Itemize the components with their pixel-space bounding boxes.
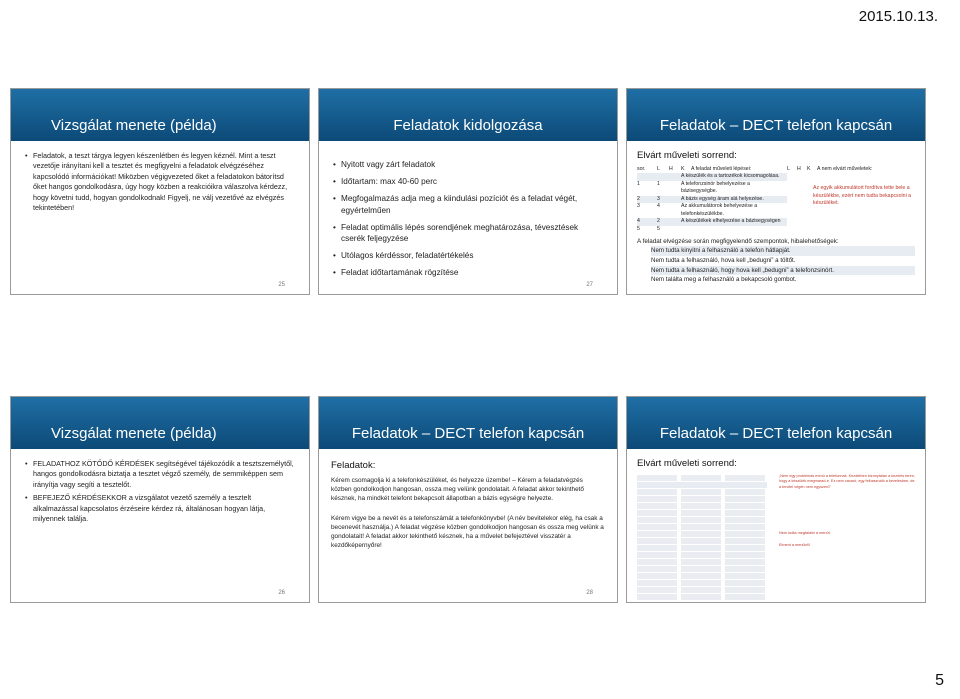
slide-bullet: • Megfogalmazás adja meg a kiindulási pozíciót és a feladat végét, egyértelműen [333, 193, 603, 217]
slide-28 [318, 396, 618, 603]
step-num: 2 [637, 195, 640, 202]
slide-bullet: • Utólagos kérdéssor, feladatértékelés [333, 250, 603, 262]
observe-title: A feladat elvégzése során megfigyelendő szempontok, hibalehetőségek: [637, 237, 839, 245]
step-h [669, 173, 681, 181]
step-text: A készülékek elhelyezése a bázisegységen [681, 218, 781, 225]
step-l: 3 [657, 195, 660, 202]
step-l [657, 173, 669, 181]
slide-bullet: • Időtartam: max 40-60 perc [333, 176, 603, 188]
col-header: L [657, 165, 660, 172]
slide-title: Feladatok – DECT telefon kapcsán [627, 89, 925, 141]
page-number: 5 [935, 672, 944, 689]
step-num: 3 [637, 203, 640, 210]
col-header: A nem elvárt műveletek: [817, 165, 873, 172]
step-text [681, 226, 781, 234]
step-h [669, 226, 681, 234]
slide-bullet: • BEFEJEZŐ KÉRDÉSEKKOR a vizsgálatot vezető személy a tesztelt alkalmazással kapcsolatos érzéseire kérdez rá, általánosan hogyan látja, milyennek találja. [25, 493, 295, 524]
observe-item: Nem találta meg a felhasználó a bekapcsoló gombot. [651, 276, 797, 284]
col-header: K [807, 165, 811, 172]
slide-title: Feladatok – DECT telefon kapcsán [627, 397, 925, 449]
col-header: L [787, 165, 790, 172]
col-header: H [797, 165, 801, 172]
col-header: sor. [637, 165, 646, 172]
step-l: 1 [657, 180, 660, 187]
slide-title: Feladatok – DECT telefon kapcsán [319, 397, 617, 449]
step-h [669, 218, 681, 226]
step-h [669, 181, 681, 196]
slide-dect-steps [626, 88, 926, 295]
slide-number: 27 [586, 282, 593, 288]
slide-26 [10, 396, 310, 603]
note: „Nem egy problémás menü a telefonnak. Kezdetben bizonytalan a kezelés terén, hogy a készülék megmarad-e. Ez nem zavaró, egy felhasználó a kezelésben, de a bevitel végén nem egyszerű” [779, 473, 915, 490]
slide-title: Vizsgálat menete (példa) [11, 89, 309, 141]
col-header: A feladat műveleti lépései: [691, 165, 752, 172]
slide-25 [10, 88, 310, 295]
col-header: K [681, 165, 685, 172]
step-l: 5 [657, 226, 660, 233]
step-l: 2 [657, 218, 660, 225]
observe-item: Nem tudta kinyitni a felhasználó a telefon hátlapját. [651, 246, 915, 256]
step-h [669, 203, 681, 218]
slide-27 [318, 88, 618, 295]
slide-subtitle: Elvárt műveleti sorrend: [637, 458, 737, 469]
slide-dect-steps-detail [626, 396, 926, 603]
step-num: 4 [637, 218, 640, 225]
observe-item: Nem tudta a felhasználó, hova kell „bedugni” a töltőt. [651, 256, 796, 264]
task-paragraph: Kérem vigye be a nevét és a telefonszámát a telefonkönyvbe! (A név bevitelekor elég, ha csak a becenevét használja.) A feladat végzése közben gondolkodjon hangosan és ossza meg velünk a gondolatait! A feladat akkor tekinthető késznek, ha a művelet befejeztével visszatér a kezdőképernyőre! [331, 514, 604, 550]
slide-bullet: • Feladatok, a teszt tárgya legyen készenlétben és legyen kéznél. Mint a teszt vezetője irányítani kell a tesztet és megfigyelni a feladatok elvégzéséhez kapcsolódó információkat! Miközben végigvezeted őket a feladatokon bátorítsd őket hangos gondolkodásra, úgy hogy közben a reakcióikra válaszolva kérdezz, hogy követni tudd, hogyan gondolkodnak! Figyelj, ne válj vezetővé az elvégzés tekintetében! [25, 151, 295, 214]
step-text: A telefonzsinór behelyezése a bázisegységbe. [681, 180, 750, 195]
slide-number: 28 [586, 590, 593, 596]
slide-subtitle: Elvárt műveleti sorrend: [637, 150, 737, 161]
col-header: H [669, 165, 673, 172]
date-label: 2015.10.13. [858, 8, 938, 25]
step-l: 4 [657, 203, 660, 210]
observe-item: Nem tudta a felhasználó, hogy hova kell „bedugni” a telefonzsinórt. [651, 266, 915, 276]
slide-title: Vizsgálat menete (példa) [11, 397, 309, 449]
slide-bullet: • FELADATHOZ KÖTŐDŐ KÉRDÉSEK segítségével tájékozódik a tesztszemélytől, hangos gondolkodásra biztatja a tesztet végző személy, de semmiképpen sem irányítja vagy segíti a tesztelőt. [25, 459, 295, 490]
slide-subtitle: Feladatok: [331, 460, 376, 471]
step-num: 1 [637, 180, 640, 187]
step-text: A készülék és a tartozékok kicsomagolása. [681, 173, 780, 180]
note: Elment a menüből [779, 542, 810, 547]
note: Nem tudta megtalálni a menüt [779, 530, 830, 535]
task-paragraph: Kérem csomagolja ki a telefonkészüléket, és helyezze üzembe! – Kérem a feladatvégzés közben gondolkodjon hangosan, ossza meg velünk gondolatait. A feladat akkor tekinthető késznek, ha mindkét telefont bekapcsolt állapotban a bázis egységre helyezte. [331, 476, 584, 503]
slide-number: 25 [278, 282, 285, 288]
steps-table [637, 474, 767, 601]
slide-bullet: • Feladat optimális lépés sorendjének meghatározása, tévesztések cserék feljegyzése [333, 222, 603, 246]
step-num: 5 [637, 226, 640, 233]
slide-bullet: • Nyitott vagy zárt feladatok [333, 159, 603, 171]
slide-number: 26 [278, 590, 285, 596]
slide-bullet: • Feladat időtartamának rögzítése [333, 267, 603, 279]
step-text: Az akkumulátorok behelyezése a telefonkészülékbe. [681, 203, 758, 217]
step-num [637, 173, 657, 181]
slide-title: Feladatok kidolgozása [319, 89, 617, 141]
step-h [669, 196, 681, 204]
wrong-action: Az egyik akkumulátort fordítva tette bele a készülékbe, ezért nem tudta bekapcsolni a készüléket. [813, 185, 912, 207]
step-text: A bázis egység áram alá helyezése. [681, 195, 764, 202]
